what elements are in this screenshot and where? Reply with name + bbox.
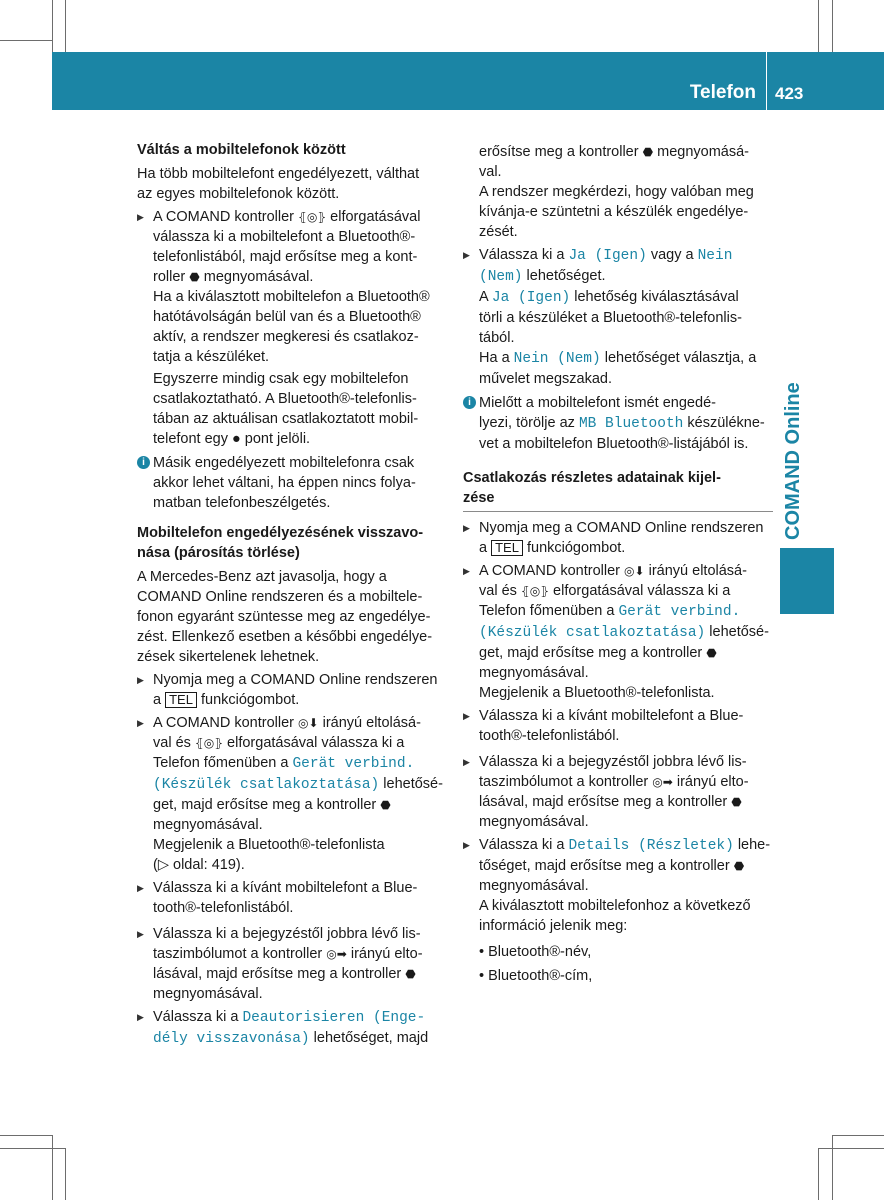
press-controller-icon: ⬣ xyxy=(642,145,654,159)
crop-mark xyxy=(0,1135,52,1136)
paragraph: erősítse meg a kontroller ⬣ megnyomásá- val. A rendszer megkérdezi, hogy valóban meg kívánja-e szüntetni a készülék engedélye- zését. xyxy=(479,144,754,240)
crop-mark xyxy=(65,1148,66,1200)
info-icon: i xyxy=(137,456,150,469)
paragraph: Egyszerre mindig csak egy mobiltelefon csatlakoztatható. A Bluetooth®-telefonlis- tában az aktuálisan csatlakoztatott mobil- telefont egy ● pont jelöli. xyxy=(153,371,419,447)
option-yes-text: Ja (Igen) xyxy=(568,248,647,264)
option-no-text: Nein (Nem) xyxy=(513,351,601,367)
page-number: 423 xyxy=(775,84,804,103)
crop-mark xyxy=(0,1148,65,1149)
paragraph: Ha a kiválasztott mobiltelefon a Bluetooth® hatótávolságán belül van és a Bluetooth® aktív, a rendszer megkeresi és csatlakoz- tatja a készüléket. xyxy=(153,289,430,365)
instruction-step: ▶ Válassza ki a Ja (Igen) vagy a Nein (Nem) lehetőséget. A Ja (Igen) lehetőség kiválasztásával törli a készüléket a Bluetooth®-telefonlis- tából. Ha a Nein (Nem) lehetőséget választja, a művelet megszakad. xyxy=(463,245,773,389)
instruction-step: ▶ A COMAND kontroller ◎⬇ irányú eltolásá- val és ⦃◎⦄ elforgatásával válassza ki a Telefon főmenüben a Gerät verbind. (Készülék csatlakoztatása) lehetősé- get, majd erősítse meg a kontroller ⬣ megnyomásával. Megjelenik a Bluetooth®-telefonlista (▷ oldal: 419). xyxy=(137,713,447,875)
option-yes-text: Ja (Igen) xyxy=(491,290,571,306)
crop-mark xyxy=(65,0,66,52)
paragraph: Ha több mobiltelefont engedélyezett, válthat az egyes mobiltelefonok között. xyxy=(137,166,420,202)
crop-mark xyxy=(832,1135,833,1200)
tel-key: TEL xyxy=(165,692,197,708)
info-note: i Mielőtt a mobiltelefont ismét engedé- lyezi, törölje az MB Bluetooth készülékne- vet a mobiltelefon Bluetooth®-listájából is. xyxy=(463,393,773,454)
section-heading: Csatlakozás részletes adatainak kijel- zése xyxy=(463,468,773,512)
list-item: • Bluetooth®-név, xyxy=(479,944,592,960)
left-column xyxy=(137,140,447,1049)
menu-item-text: (Készülék csatlakoztatása) xyxy=(479,625,706,641)
menu-item-text: Details (Részletek) xyxy=(568,838,734,854)
section-heading: Mobiltelefon engedélyezésének visszavo- nása (párosítás törlése) xyxy=(137,525,424,561)
slide-right-icon: ◎➡ xyxy=(326,947,347,961)
tel-key: TEL xyxy=(491,540,523,556)
instruction-step: ▶ Válassza ki a Deautorisieren (Enge- dély visszavonása) lehetőséget, majd xyxy=(137,1007,447,1049)
slide-right-icon: ◎➡ xyxy=(652,775,673,789)
slide-down-icon: ◎⬇ xyxy=(624,564,645,578)
crop-mark xyxy=(818,1148,884,1149)
side-tab-label: COMAND Online xyxy=(782,382,804,540)
press-controller-icon: ⬣ xyxy=(706,646,717,660)
press-controller-icon: ⬣ xyxy=(405,967,416,981)
menu-item-text: Gerät verbind. xyxy=(292,756,415,772)
rotate-controller-icon: ⦃◎⦄ xyxy=(520,584,550,598)
rotate-controller-icon: ⦃◎⦄ xyxy=(298,210,327,224)
instruction-step: ▶ Válassza ki a bejegyzéstől jobbra lévő lis- taszimbólumot a kontroller ◎➡ irányú elto- lásával, majd erősítse meg a kontroller ⬣ megnyomásával. xyxy=(463,752,773,832)
paragraph: A Mercedes-Benz azt javasolja, hogy a COMAND Online rendszeren és a mobiltele- fonon egyaránt szüntesse meg az engedélye- zést. Ellenkező esetben a későbbi engedélye- zések sikertelenek lehetnek. xyxy=(137,569,433,665)
crop-mark xyxy=(52,1135,53,1200)
press-controller-icon: ⬣ xyxy=(731,795,742,809)
header-divider xyxy=(766,52,767,110)
header-bar xyxy=(52,52,884,110)
option-no-text: (Nem) xyxy=(479,269,523,285)
info-note: i Másik engedélyezett mobiltelefonra csak akkor lehet váltani, ha éppen nincs folya- matban telefonbeszélgetés. xyxy=(137,453,447,513)
instruction-step: ▶ Válassza ki a Details (Részletek) lehe- tőséget, majd erősítse meg a kontroller ⬣ megnyomásával. A kiválasztott mobiltelefonhoz a következő információ jelenik meg: xyxy=(463,835,773,936)
section-heading: Váltás a mobiltelefonok között xyxy=(137,142,346,158)
crop-mark xyxy=(818,0,819,52)
press-controller-icon: ⬣ xyxy=(189,270,200,284)
menu-item-text: Gerät verbind. xyxy=(618,604,741,620)
option-no-text: Nein xyxy=(697,248,733,264)
instruction-step: ▶ Válassza ki a bejegyzéstől jobbra lévő lis- taszimbólumot a kontroller ◎➡ irányú elto- lásával, majd erősítse meg a kontroller ⬣ megnyomásával. xyxy=(137,924,447,1004)
press-controller-icon: ⬣ xyxy=(733,859,745,873)
crop-mark xyxy=(832,1135,884,1136)
list-item: • Bluetooth®-cím, xyxy=(479,968,593,984)
instruction-step: ▶ A COMAND kontroller ⦃◎⦄ elforgatásával válassza ki a mobiltelefont a Bluetooth®- telefonlistából, majd erősítse meg a kont- roller ⬣ megnyomásával. xyxy=(137,207,447,287)
menu-item-text: dély visszavonása) xyxy=(153,1031,310,1047)
menu-item-text: Deautorisieren (Enge- xyxy=(242,1010,426,1026)
crop-mark xyxy=(52,0,53,52)
info-icon: i xyxy=(463,396,476,409)
slide-down-icon: ◎⬇ xyxy=(298,716,319,730)
instruction-step: ▶ Válassza ki a kívánt mobiltelefont a Blue- tooth®-telefonlistából. xyxy=(137,878,447,918)
page-title: Telefon xyxy=(689,82,756,103)
device-name-text: MB Bluetooth xyxy=(578,416,684,432)
crop-mark xyxy=(832,0,833,52)
instruction-step: ▶ Nyomja meg a COMAND Online rendszeren a TEL funkciógombot. xyxy=(137,670,447,710)
menu-item-text: (Készülék csatlakoztatása) xyxy=(153,777,380,793)
crop-mark xyxy=(818,1148,819,1200)
crop-mark xyxy=(0,40,52,41)
rotate-controller-icon: ⦃◎⦄ xyxy=(194,736,224,750)
right-column xyxy=(463,142,773,988)
instruction-step: ▶ Nyomja meg a COMAND Online rendszeren a TEL funkciógombot. xyxy=(463,518,773,558)
press-controller-icon: ⬣ xyxy=(380,798,391,812)
instruction-step: ▶ A COMAND kontroller ◎⬇ irányú eltolásá- val és ⦃◎⦄ elforgatásával válassza ki a Telefon főmenüben a Gerät verbind. (Készülék csatlakoztatása) lehetősé- get, majd erősítse meg a kontroller ⬣ megnyomásával. Megjelenik a Bluetooth®-telefonlista. xyxy=(463,561,773,703)
instruction-step: ▶ Válassza ki a kívánt mobiltelefont a Blue- tooth®-telefonlistából. xyxy=(463,706,773,746)
side-tab-block xyxy=(780,548,834,614)
